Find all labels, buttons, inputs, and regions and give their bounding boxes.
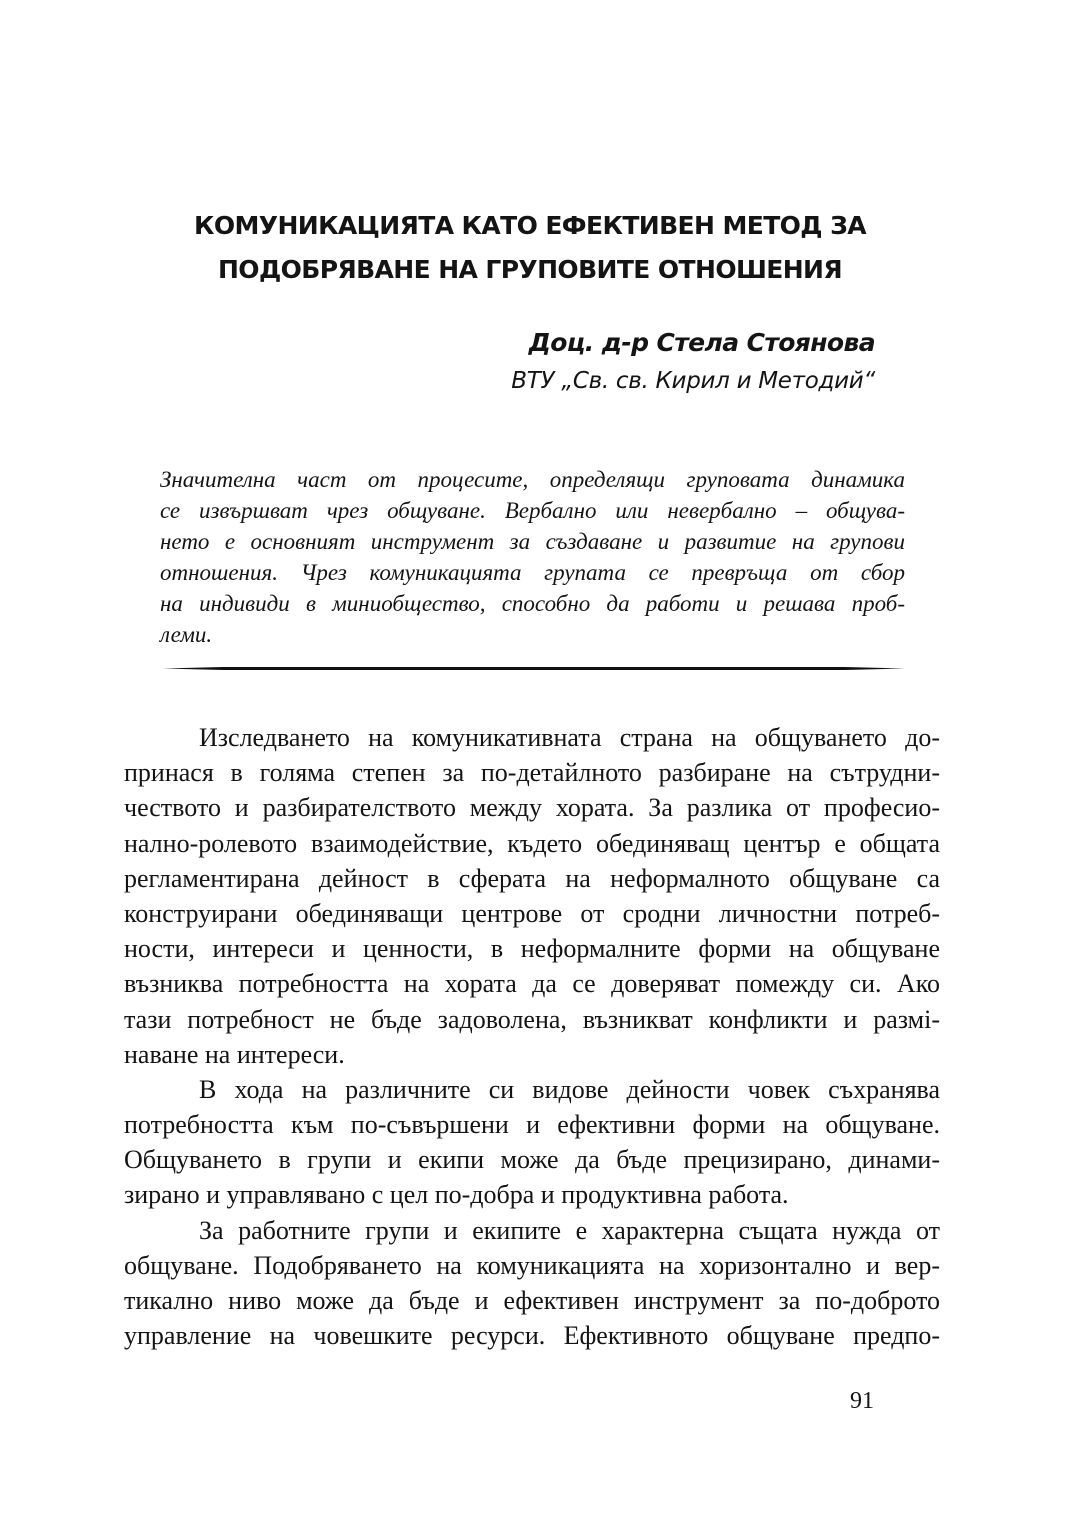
- abstract: [160, 464, 905, 650]
- abstract-line: на индивиди в миниобщество, способно да работи и решава проб-: [160, 591, 905, 616]
- paragraph-line: конструирани обединяващи центрове от сродни личностни потреб-: [124, 898, 940, 928]
- abstract-line: леми.: [160, 622, 213, 647]
- abstract-line: Значителна част от процесите, определящи груповата динамика: [160, 467, 905, 492]
- abstract-line: се извършват чрез общуване. Вербално или невербално – общува-: [160, 498, 905, 523]
- paragraph-line: общуване. Подобряването на комуникацията на хоризонтално и вер-: [124, 1250, 940, 1280]
- paragraph-line: наване на интереси.: [124, 1039, 345, 1069]
- paragraph-line: управление на човешките ресурси. Ефективното общуване предпо-: [124, 1321, 940, 1351]
- paragraph-line: регламентирана дейност в сферата на неформалното общуване са: [124, 863, 940, 893]
- paragraph-line: Общуването в групи и екипи може да бъде прецизирано, динами-: [124, 1145, 940, 1175]
- paragraph-line: В хода на различните си видове дейности човек съхранява: [199, 1074, 940, 1104]
- article-title: [120, 204, 940, 292]
- body-text: [124, 720, 940, 1353]
- paragraph-line: ности, интереси и ценности, в неформалните форми на общуване: [124, 934, 940, 964]
- author-name: Доц. д-р Стела Стоянова: [528, 328, 875, 357]
- paragraph-line: възниква потребността на хората да се доверяват помежду си. Ако: [124, 969, 940, 999]
- paragraph-line: принася в голяма степен за по-детайлното разбиране на сътрудни-: [124, 758, 940, 788]
- paragraph-line: чеството и разбирателството между хората. За разлика от професио-: [124, 793, 940, 823]
- paragraph-line: тикално ниво може да бъде и ефективен инструмент за по-доброто: [124, 1286, 940, 1315]
- title-line: КОМУНИКАЦИЯТА КАТО ЕФЕКТИВЕН МЕТОД ЗА: [194, 211, 866, 240]
- title-line: ПОДОБРЯВАНЕ НА ГРУПОВИТЕ ОТНОШЕНИЯ: [217, 255, 843, 284]
- paragraph-line: Изследването на комуникативната страна на общуването до-: [199, 723, 940, 752]
- paragraph-line: За работните групи и екипите е характерна същата нужда от: [199, 1215, 940, 1245]
- paragraph-line: нално-ролевото взаимодействие, където обединяващ център е общата: [124, 828, 940, 858]
- separator-rule: [163, 666, 905, 671]
- paragraph-line: тази потребност не бъде задоволена, възникват конфликти и размi-: [124, 1004, 940, 1034]
- abstract-line: отношения. Чрез комуникацията групата се превръща от сбор: [160, 560, 905, 585]
- page-number: 91: [850, 1388, 874, 1414]
- author-affiliation: ВТУ „Св. св. Кирил и Методий“: [511, 368, 875, 394]
- paragraph-line: зирано и управлявано с цел по-добра и продуктивна работа.: [124, 1180, 789, 1210]
- abstract-line: нето е основният инструмент за създаване и развитие на групови: [160, 529, 905, 554]
- paragraph-line: потребността към по-съвършени и ефективни форми на общуване.: [124, 1110, 940, 1140]
